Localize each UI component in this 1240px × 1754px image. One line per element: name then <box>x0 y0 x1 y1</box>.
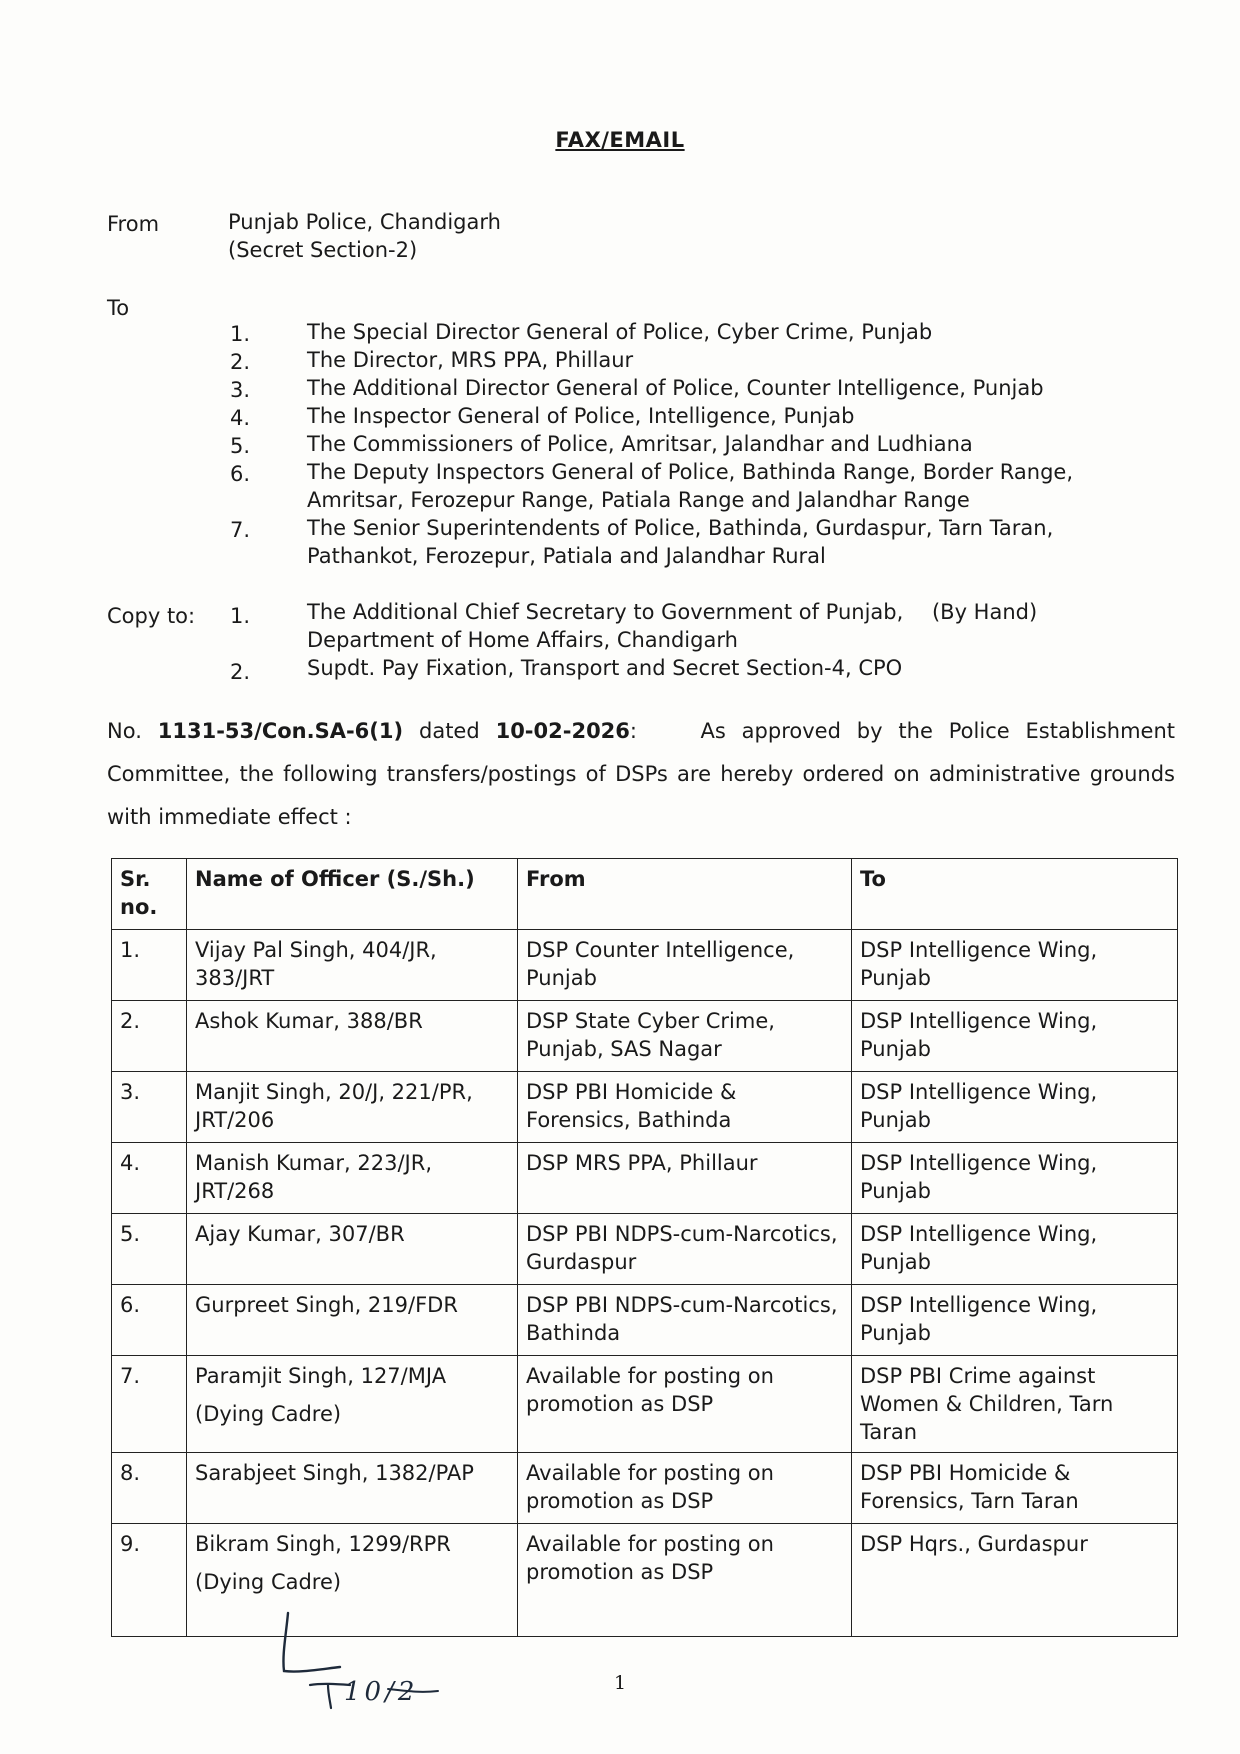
cell-sr: 6. <box>112 1285 187 1356</box>
from-line: Punjab Police, Chandigarh <box>228 210 501 234</box>
document-title: FAX/EMAIL <box>555 128 685 152</box>
cell-sr: 5. <box>112 1214 187 1285</box>
header-sr-no: Sr. no. <box>112 859 187 930</box>
to-item-text: The Senior Superintendents of Police, Bathinda, Gurdaspur, Tarn Taran, Pathankot, Ferozepur, Patiala and Jalandhar Rural <box>307 516 1054 568</box>
cell-to: DSP Hqrs., Gurdaspur <box>852 1524 1178 1637</box>
order-body: As approved by the Police Establishment Committee, the following transfers/postings of DSPs are hereby ordered on administrative grounds with immediate effect : <box>107 719 1176 829</box>
handwritten-date: 10/2 <box>344 1677 419 1707</box>
table-row <box>112 1072 1178 1143</box>
cell-from: DSP MRS PPA, Phillaur <box>518 1143 852 1214</box>
table-row <box>112 1356 1178 1453</box>
transfers-table <box>111 858 1178 1637</box>
copy-item-text-line2: Department of Home Affairs, Chandigarh <box>307 628 738 652</box>
cell-from: DSP PBI Homicide & Forensics, Bathinda <box>518 1072 852 1143</box>
cell-sr: 4. <box>112 1143 187 1214</box>
cell-to: DSP Intelligence Wing, Punjab <box>852 1072 1178 1143</box>
cell-name: Manjit Singh, 20/J, 221/PR, JRT/206 <box>187 1072 518 1143</box>
cell-from: DSP PBI NDPS-cum-Narcotics, Gurdaspur <box>518 1214 852 1285</box>
to-item-number: 7. <box>230 518 251 542</box>
cell-name-text: Bikram Singh, 1299/RPR <box>195 1532 451 1556</box>
cell-to: DSP PBI Homicide & Forensics, Tarn Taran <box>852 1453 1178 1524</box>
table-row <box>112 1214 1178 1285</box>
cell-name <box>187 1356 518 1453</box>
to-item-text: The Inspector General of Police, Intelligence, Punjab <box>307 404 855 428</box>
to-item-number: 6. <box>230 462 251 486</box>
cell-sr: 9. <box>112 1524 187 1637</box>
cell-from: Available for posting on promotion as DSP <box>518 1453 852 1524</box>
from-label: From <box>107 212 160 236</box>
cell-to: DSP Intelligence Wing, Punjab <box>852 1001 1178 1072</box>
cell-from: DSP PBI NDPS-cum-Narcotics, Bathinda <box>518 1285 852 1356</box>
copy-item-text <box>307 598 1147 654</box>
handwritten-signature <box>270 1605 460 1719</box>
order-colon: : <box>629 719 637 743</box>
order-date: 10-02-2026 <box>495 719 630 743</box>
header-to: To <box>852 859 1178 930</box>
cell-sr: 2. <box>112 1001 187 1072</box>
table-header-row <box>112 859 1178 930</box>
cell-name-note: (Dying Cadre) <box>195 1570 342 1594</box>
order-number: 1131-53/Con.SA-6(1) <box>157 719 404 743</box>
cell-from: Available for posting on promotion as DSP <box>518 1356 852 1453</box>
copy-item-text-line1: The Additional Chief Secretary to Government of Punjab, <box>307 600 904 624</box>
cell-name: Manish Kumar, 223/JR, JRT/268 <box>187 1143 518 1214</box>
to-item-text: The Additional Director General of Police, Counter Intelligence, Punjab <box>307 376 1044 400</box>
cell-name: Gurpreet Singh, 219/FDR <box>187 1285 518 1356</box>
cell-sr: 8. <box>112 1453 187 1524</box>
order-dated-label: dated <box>419 719 480 743</box>
cell-to: DSP Intelligence Wing, Punjab <box>852 1285 1178 1356</box>
cell-to: DSP Intelligence Wing, Punjab <box>852 930 1178 1001</box>
cell-sr: 7. <box>112 1356 187 1453</box>
cell-from: Available for posting on promotion as DSP <box>518 1524 852 1637</box>
to-item-text: The Deputy Inspectors General of Police, Bathinda Range, Border Range, Amritsar, Ferozepur Range, Patiala Range and Jalandhar Range <box>307 460 1074 512</box>
to-item-text: The Special Director General of Police, Cyber Crime, Punjab <box>307 320 933 344</box>
page-number: 1 <box>613 1672 627 1694</box>
cell-name-text: Paramjit Singh, 127/MJA <box>195 1364 447 1388</box>
copy-item-number: 1. <box>230 604 251 628</box>
from-line: (Secret Section-2) <box>228 238 418 262</box>
to-label: To <box>107 296 130 320</box>
cell-to: DSP Intelligence Wing, Punjab <box>852 1143 1178 1214</box>
copy-to-label: Copy to: <box>107 604 196 628</box>
cell-from: DSP Counter Intelligence, Punjab <box>518 930 852 1001</box>
table-row <box>112 1143 1178 1214</box>
cell-to: DSP PBI Crime against Women & Children, Tarn Taran <box>852 1356 1178 1453</box>
to-item-number: 4. <box>230 406 251 430</box>
cell-from: DSP State Cyber Crime, Punjab, SAS Nagar <box>518 1001 852 1072</box>
copy-item-text: Supdt. Pay Fixation, Transport and Secret Section-4, CPO <box>307 656 903 680</box>
to-item-text: The Commissioners of Police, Amritsar, Jalandhar and Ludhiana <box>307 432 973 456</box>
to-item-number: 3. <box>230 378 251 402</box>
table-row <box>112 1001 1178 1072</box>
cell-sr: 1. <box>112 930 187 1001</box>
table-row <box>112 1453 1178 1524</box>
to-item-number: 5. <box>230 434 251 458</box>
cell-name: Sarabjeet Singh, 1382/PAP <box>187 1453 518 1524</box>
order-paragraph <box>107 710 1175 839</box>
header-name: Name of Officer (S./Sh.) <box>187 859 518 930</box>
table-row <box>112 1285 1178 1356</box>
order-no-prefix: No. <box>107 719 142 743</box>
header-from: From <box>518 859 852 930</box>
to-item-number: 2. <box>230 350 251 374</box>
cell-name: Vijay Pal Singh, 404/JR, 383/JRT <box>187 930 518 1001</box>
to-item-text: The Director, MRS PPA, Phillaur <box>307 348 634 372</box>
copy-item-note: (By Hand) <box>931 600 1038 624</box>
cell-name: Ashok Kumar, 388/BR <box>187 1001 518 1072</box>
cell-name: Ajay Kumar, 307/BR <box>187 1214 518 1285</box>
table-row <box>112 930 1178 1001</box>
cell-sr: 3. <box>112 1072 187 1143</box>
copy-item-number: 2. <box>230 660 251 684</box>
to-item-number: 1. <box>230 322 251 346</box>
cell-to: DSP Intelligence Wing, Punjab <box>852 1214 1178 1285</box>
from-block <box>228 208 501 264</box>
cell-name-note: (Dying Cadre) <box>195 1402 342 1426</box>
